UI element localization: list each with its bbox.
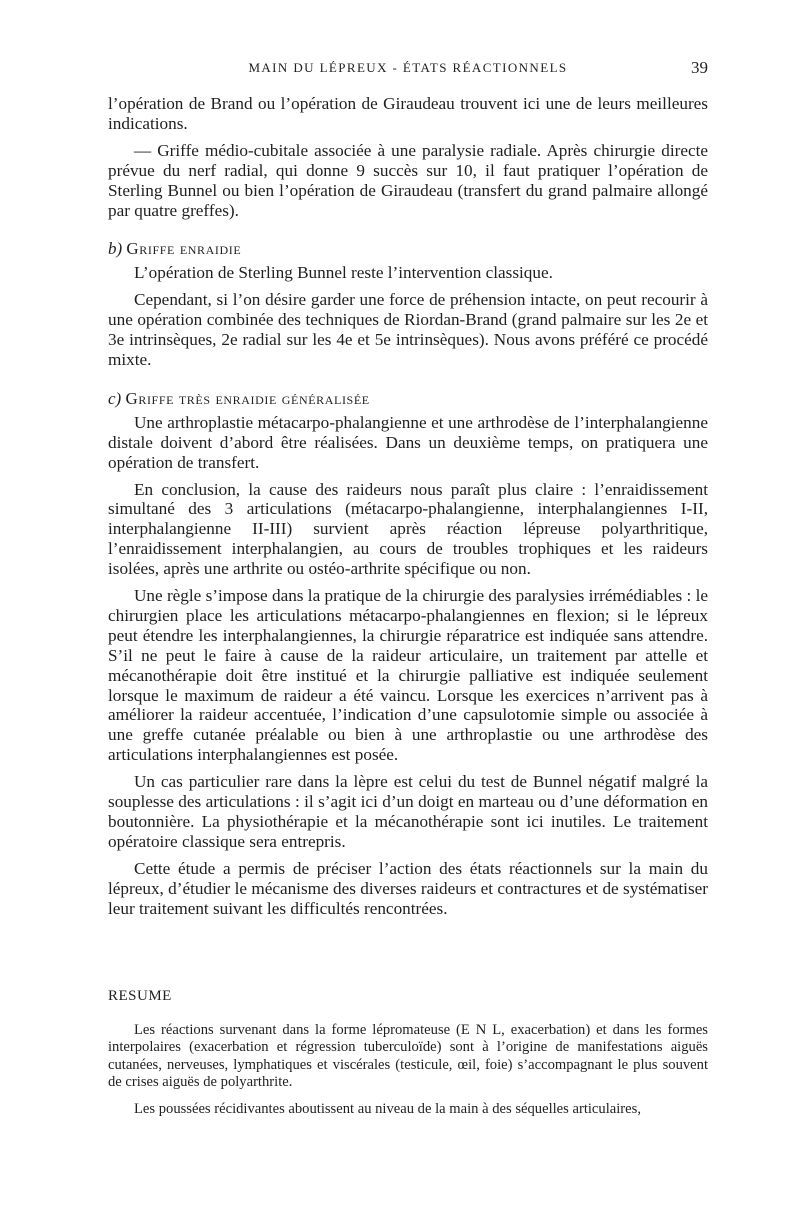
paragraph-8: Un cas particulier rare dans la lèpre est celui du test de Bunnel négatif malgré la souplesse des articulations : il s’agit ici d’un doigt en marteau ou d’une déformation en boutonnière. La physiothérapie et la mécanothérapie sont ici inutiles. Le traitement opératoire classique sera entrepris.	[108, 772, 708, 851]
paragraph-6: En conclusion, la cause des raideurs nous paraît plus claire : l’enraidissement simultané des 3 articulations (métacarpo-phalangienne, interphalangiennes I-II, interphalangienne II-III) survient après réaction lépreuse polyarthritique, l’enraidissement interphalangien, au cours de troubles trophiques et les raideurs isolées, après une arthrite ou ostéo-arthrite spécifique ou non.	[108, 479, 708, 579]
running-header	[108, 58, 708, 82]
section-heading-b	[108, 239, 708, 259]
section-heading-c	[108, 389, 708, 409]
paragraph-7: Une règle s’impose dans la pratique de la chirurgie des paralysies irrémédiables : le chirurgien place les articulations métacarpo-phalangiennes en flexion; si le lépreux peut étendre les interphalangiennes, la chirurgie réparatrice est indiquée sans attendre. S’il ne peut le faire à cause de la raideur articulaire, un traitement par attelle et mécanothérapie doit être institué et la chirurgie palliative est indiquée seulement lorsque le maximum de raideur a été vaincu. Lorsque les exercices n’arrivent pas à améliorer la raideur accentuée, l’indication d’une capsulotomie simple ou associée à une greffe cutanée préalable ou bien à une arthroplastie ou une arthrodèse des articulations interphalangiennes est posée.	[108, 586, 708, 765]
paragraph-4: Cependant, si l’on désire garder une force de préhension intacte, on peut recourir à une opération combinée des techniques de Riordan-Brand (grand palmaire sur les 2e et 3e intrinsèques, 2e radial sur les 4e et 5e intrinsèques). Nous avons préféré ce procédé mixte.	[108, 290, 708, 369]
section-title-c: Griffe très enraidie généralisée	[125, 388, 370, 408]
running-title: MAIN DU LÉPREUX - ÉTATS RÉACTIONNELS	[248, 60, 568, 75]
section-title-b: Griffe enraidie	[126, 239, 242, 259]
resume-text	[108, 1022, 708, 1119]
paragraph-9: Cette étude a permis de préciser l’action des états réactionnels sur la main du lépreux, d’étudier le mécanisme des diverses raideurs et contractures et de systématiser leur traitement suivant les difficultés rencontrées.	[108, 858, 708, 918]
page-number: 39	[691, 58, 708, 77]
paragraph-2: — Griffe médio-cubitale associée à une paralysie radiale. Après chirurgie directe prévue du nerf radial, qui donne 9 succès sur 10, il faut pratiquer l’opération de Sterling Bunnel ou bien l’opération de Giraudeau (transfert du grand palmaire allongé par quatre greffes).	[108, 140, 708, 220]
paragraph-5: Une arthroplastie métacarpo-phalangienne et une arthrodèse de l’interphalangienne distale doivent d’abord être réalisées. Dans un deuxième temps, on pratiquera une opération de transfert.	[108, 412, 708, 472]
section-letter-b: b)	[108, 239, 123, 259]
body-text	[108, 94, 708, 919]
resume-paragraph-1: Les réactions survenant dans la forme lépromateuse (E N L, exacerbation) et dans les formes interpolaires (exacerbation et régression tuberculoïde) sont à l’origine de manifestations aiguës cutanées, nerveuses, lymphatiques et viscérales (testicule, œil, foie) s’accompagnant le plus souvent de crises aiguës de polyarthrite.	[108, 1021, 708, 1091]
resume-paragraph-2: Les poussées récidivantes aboutissent au niveau de la main à des séquelles articulaires,	[134, 1100, 641, 1117]
resume-title: RESUME	[108, 987, 172, 1004]
paragraph-3: L’opération de Sterling Bunnel reste l’intervention classique.	[134, 263, 553, 283]
section-letter-c: c)	[108, 388, 122, 408]
page	[108, 58, 708, 1128]
paragraph-1: l’opération de Brand ou l’opération de Giraudeau trouvent ici une de leurs meilleures indications.	[108, 94, 708, 133]
